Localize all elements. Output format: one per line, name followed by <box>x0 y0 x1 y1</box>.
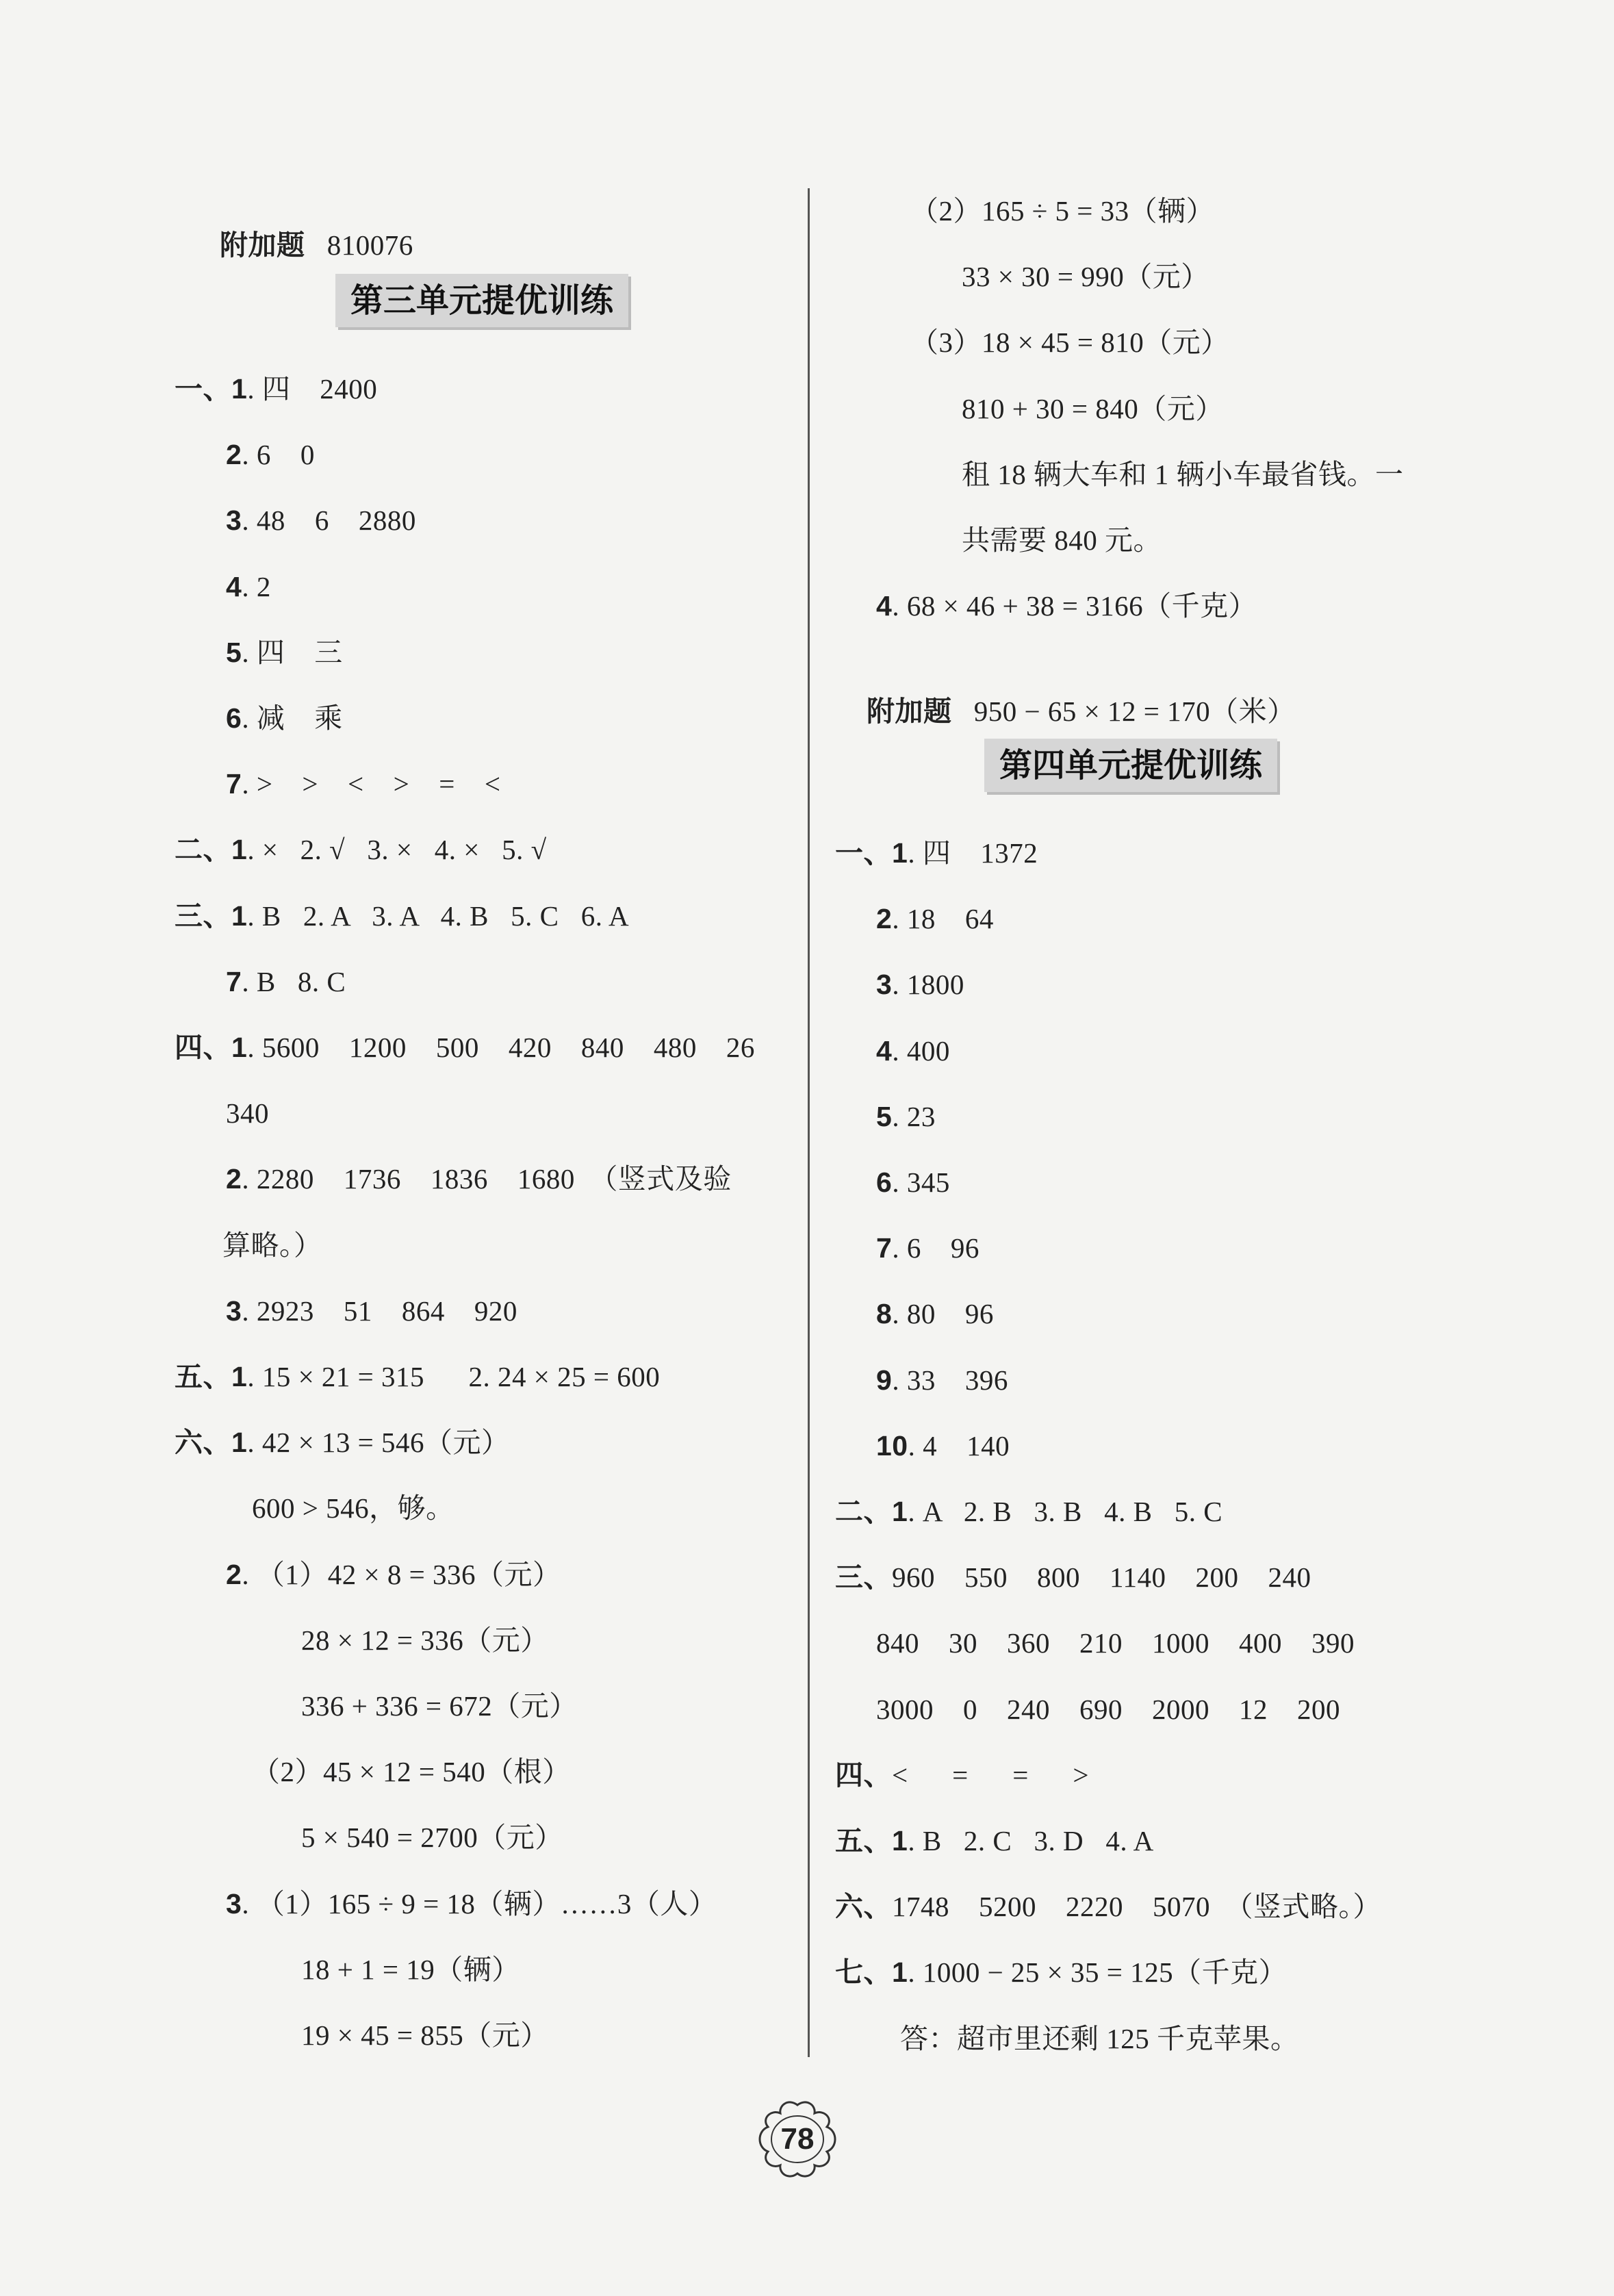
answer-text: . A 2. B 3. B 4. B 5. C <box>908 1496 1223 1527</box>
answer-text: . 48 6 2880 <box>242 505 416 536</box>
answer-line <box>226 962 346 1001</box>
answer-text: . > > < > = < <box>242 768 501 800</box>
question-number: 四、 <box>835 1759 892 1791</box>
question-number: 六、1 <box>175 1427 248 1458</box>
extra-question-answer: 810076 <box>326 229 413 261</box>
answer-text: . B 2. C 3. D 4. A <box>908 1825 1154 1857</box>
answer-line <box>962 390 1224 428</box>
answer-text: . 15 × 21 = 315 2. 24 × 25 = 600 <box>247 1361 661 1392</box>
answer-text: . 2280 1736 1836 1680 （竖式及验 <box>242 1163 732 1195</box>
answer-line <box>301 1818 563 1857</box>
answer-line <box>175 1423 510 1462</box>
answer-text: . 400 <box>892 1035 950 1067</box>
answer-line <box>962 521 1162 559</box>
right-column <box>808 0 1614 2296</box>
answer-text: 340 <box>226 1097 269 1129</box>
answer-text: 共需要 840 元。 <box>962 524 1162 556</box>
answer-line <box>876 1624 1355 1662</box>
answer-line <box>835 1756 1089 1794</box>
answer-line <box>222 1226 322 1264</box>
answer-text: . B 8. C <box>242 966 346 997</box>
answer-line <box>876 900 994 938</box>
question-number: 6 <box>226 702 242 734</box>
question-number: 2 <box>876 903 893 934</box>
answer-text: （3）18 × 45 = 810（元） <box>910 327 1229 358</box>
answer-text: 19 × 45 = 855（元） <box>301 2019 549 2051</box>
answer-text: . 345 <box>892 1166 950 1198</box>
question-number: 8 <box>876 1298 893 1329</box>
answer-text: . 1000 − 25 × 35 = 125（千克） <box>908 1956 1288 1988</box>
question-number: 一、1 <box>835 837 908 869</box>
answer-line <box>835 1822 1154 1860</box>
unit4-title: 第四单元提优训练 <box>984 739 1277 792</box>
answer-text: . 四 1372 <box>908 837 1038 869</box>
answer-text: . 6 0 <box>242 439 315 470</box>
answer-line <box>835 1492 1222 1531</box>
answer-line <box>835 1887 1381 1926</box>
answer-text: 960 550 800 1140 200 240 <box>892 1561 1311 1593</box>
answer-line <box>876 587 1257 625</box>
question-number: 2 <box>226 1163 242 1195</box>
question-number: 三、 <box>835 1561 892 1593</box>
answer-text: . 4 140 <box>908 1430 1010 1462</box>
answer-line <box>301 1687 578 1725</box>
extra-question-unit2 <box>190 188 413 261</box>
answer-text: 18 + 1 = 19（辆） <box>301 1954 520 1985</box>
question-number: 一、1 <box>175 373 248 405</box>
page-number-badge <box>753 2098 842 2180</box>
answer-text: 33 × 30 = 990（元） <box>962 261 1209 292</box>
answer-line <box>900 2019 1299 2058</box>
answer-text: 810 + 30 = 840（元） <box>962 393 1224 424</box>
answer-line <box>226 1555 561 1594</box>
answer-line <box>175 1357 660 1396</box>
answer-line <box>226 1160 732 1198</box>
question-number: 3 <box>876 969 893 1000</box>
extra-question-answer: 950 − 65 × 12 = 170（米） <box>973 696 1296 727</box>
answer-text: . 减 乘 <box>242 702 343 734</box>
answer-line <box>226 501 416 539</box>
question-number: 五、1 <box>175 1361 248 1392</box>
question-number: 4 <box>876 590 893 622</box>
answer-text: 3000 0 240 690 2000 12 200 <box>876 1694 1340 1725</box>
answer-line <box>910 323 1229 361</box>
answer-text: . 33 396 <box>892 1364 1008 1396</box>
answer-line <box>226 435 315 474</box>
question-number: 二、1 <box>835 1496 908 1527</box>
question-number: 10 <box>876 1430 908 1462</box>
answer-line <box>226 633 343 672</box>
answer-line <box>876 1229 979 1267</box>
answer-text: 答：超市里还剩 125 千克苹果。 <box>900 2023 1299 2054</box>
answer-text: . 四 2400 <box>247 373 378 405</box>
answer-line <box>835 834 1038 872</box>
answer-text: 1748 5200 2220 5070 （竖式略。） <box>892 1891 1381 1922</box>
answer-line <box>835 1953 1287 1991</box>
answer-line <box>252 1489 454 1527</box>
extra-question-unit3 <box>837 654 1296 727</box>
answer-text: （2）165 ÷ 5 = 33（辆） <box>910 195 1215 227</box>
question-number: 2 <box>226 1559 242 1590</box>
answer-line <box>876 1032 950 1070</box>
answer-line <box>175 370 377 408</box>
answer-text: . 18 64 <box>892 903 994 934</box>
answer-text: 算略。） <box>222 1229 322 1261</box>
question-number: 6 <box>876 1166 893 1198</box>
answer-line <box>910 192 1214 230</box>
question-number: 七、1 <box>835 1956 908 1988</box>
answer-text: 336 + 336 = 672（元） <box>301 1690 578 1722</box>
answer-text: . 2 <box>242 571 271 602</box>
question-number: 4 <box>226 571 242 602</box>
question-number: 3 <box>226 1295 242 1327</box>
answer-text: . B 2. A 3. A 4. B 5. C 6. A <box>247 900 630 932</box>
question-number: 9 <box>876 1364 893 1396</box>
answer-line <box>876 1097 936 1136</box>
answer-text: . 42 × 13 = 546（元） <box>247 1427 510 1458</box>
answer-line <box>175 897 629 935</box>
answer-line <box>962 455 1404 494</box>
answer-text: . 5600 1200 500 420 840 480 26 <box>247 1032 755 1063</box>
answer-text: 5 × 540 = 2700（元） <box>301 1822 563 1853</box>
answer-line <box>301 1621 549 1659</box>
answer-text: 600 > 546，够。 <box>252 1492 454 1524</box>
extra-question-label: 附加题 <box>220 229 305 261</box>
answer-line <box>226 1292 517 1330</box>
answer-text: （2）45 × 12 = 540（根） <box>252 1756 571 1787</box>
answer-text: . 68 × 46 + 38 = 3166（千克） <box>892 590 1257 622</box>
answer-line <box>876 1163 950 1201</box>
question-number: 三、1 <box>175 900 248 932</box>
question-number: 3 <box>226 1888 242 1919</box>
answer-text: . × 2. √ 3. × 4. × 5. √ <box>247 834 547 865</box>
question-number: 7 <box>226 966 242 997</box>
answer-line <box>226 765 501 803</box>
answer-line <box>301 1950 520 1989</box>
answer-text: . 四 三 <box>242 637 343 668</box>
answer-line <box>252 1752 571 1791</box>
answer-line <box>835 1558 1311 1596</box>
answer-text: . 6 96 <box>892 1232 979 1264</box>
question-number: 4 <box>876 1035 893 1067</box>
unit3-title: 第三单元提优训练 <box>335 274 628 327</box>
answer-text: < = = > <box>892 1759 1089 1791</box>
answer-line <box>876 1427 1010 1465</box>
answer-line <box>301 2016 549 2054</box>
answer-line <box>226 1094 269 1132</box>
question-number: 六、 <box>835 1891 892 1922</box>
extra-question-label: 附加题 <box>867 696 952 727</box>
question-number: 二、1 <box>175 834 248 865</box>
answer-line <box>226 567 271 606</box>
question-number: 5 <box>876 1101 893 1132</box>
answer-text: 租 18 辆大车和 1 辆小车最省钱。一 <box>962 459 1404 490</box>
answer-line <box>226 1885 717 1923</box>
answer-line <box>876 1294 994 1333</box>
answer-line <box>876 965 964 1004</box>
question-number: 2 <box>226 439 242 470</box>
answer-line <box>962 257 1209 296</box>
answer-text: . 23 <box>892 1101 936 1132</box>
answer-text: 840 30 360 210 1000 400 390 <box>876 1627 1355 1659</box>
question-number: 五、1 <box>835 1825 908 1857</box>
answer-text: . （1）42 × 8 = 336（元） <box>242 1559 561 1590</box>
answer-line <box>876 1361 1008 1399</box>
answer-text: . 2923 51 864 920 <box>242 1295 517 1327</box>
answer-line <box>876 1690 1340 1729</box>
answer-text: . （1）165 ÷ 9 = 18（辆）……3（人） <box>242 1888 717 1919</box>
question-number: 7 <box>876 1232 893 1264</box>
answer-line <box>226 699 343 737</box>
answer-text: 28 × 12 = 336（元） <box>301 1624 549 1656</box>
question-number: 7 <box>226 768 242 800</box>
answer-text: . 80 96 <box>892 1298 994 1329</box>
answer-text: . 1800 <box>892 969 964 1000</box>
answer-line <box>175 830 547 869</box>
answer-line <box>175 1028 755 1067</box>
question-number: 3 <box>226 505 242 536</box>
question-number: 5 <box>226 637 242 668</box>
page-number: 78 <box>780 2122 815 2156</box>
question-number: 四、1 <box>175 1032 248 1063</box>
